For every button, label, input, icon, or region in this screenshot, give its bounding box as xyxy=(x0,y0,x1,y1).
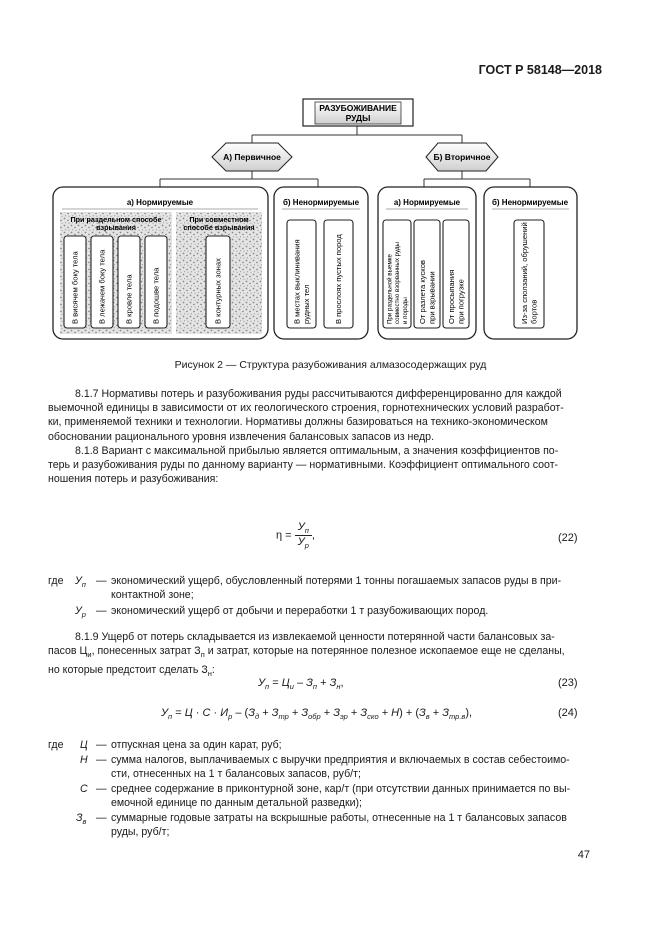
item-separate-extraction-label: совместно взорванных руды xyxy=(394,242,402,324)
paragraph-8-1-7: 8.1.7 Нормативы потерь и разубоживания руды рассчитываются дифференцированно для каждой выемочной единицы в зависимости от их геологического строения, горнотехнических условий разработ- ки, применяемой техники и технологии. Нормативы должны базироваться на технико-экономическом обосновании рационального уровня извлечения балансовых запасов из недр. xyxy=(48,388,564,443)
item-bottom xyxy=(145,236,167,328)
structure-diagram xyxy=(0,0,661,360)
separate-blasting-label-1: При раздельном способе xyxy=(70,215,162,224)
formula-23-number: (23) xyxy=(558,677,578,689)
item-roof-label: В кровле тела xyxy=(124,274,134,324)
item-contour-zones-label: В контурных зонах xyxy=(213,258,223,324)
item-pinch-out-label: В местах выклинивания xyxy=(292,239,302,324)
formula-22-number: (22) xyxy=(558,532,578,544)
primary-normed-title: а) Нормируемые xyxy=(126,198,194,207)
formula-22: η = $\frac{У_п}{У_р}$ , xyxy=(276,521,315,551)
item-waste-interlayers xyxy=(324,220,353,328)
item-fly-rock-label: при взрывании xyxy=(427,271,437,324)
formula-23: $У_п = Ц_и - З_п + З_н$, xyxy=(258,677,344,692)
root-line-1: РАЗУБОЖИВАНИЕ xyxy=(319,103,397,113)
secondary-box xyxy=(426,143,498,171)
item-fly-rock-label: От разлета кусков xyxy=(418,260,428,324)
item-waste-interlayers-label: В прослоях пустых пород xyxy=(334,234,344,324)
item-hanging-wall-label: В висячем боку тела xyxy=(70,251,80,324)
item-hanging-wall xyxy=(64,236,86,328)
paragraph-8-1-8: 8.1.8 Вариант с максимальной прибылью является оптимальным, а значения коэффициентов по- терь и разубоживания руды по данному варианту — нормативными. Коэффициент оптимального соот- ношения потерь и разубоживания: xyxy=(48,445,559,486)
secondary-normed-title: а) Нормируемые xyxy=(393,198,461,207)
separate-blasting-label-2: взрывания xyxy=(96,223,136,232)
standard-header: ГОСТ Р 58148—2018 xyxy=(478,63,602,77)
figure-caption: Рисунок 2 — Структура разубоживания алмазосодержащих руд xyxy=(174,359,487,371)
paragraph-8-1-9: 8.1.9 Ущерб от потерь складывается из извлекаемой ценности потерянной части балансовых за- пасов $Ц_и$, понесенных затрат $З_п$ и затрат, которые на потерянное полезное ископаемое еще не сделаны, но которые предстоит сделать $З_н$: xyxy=(48,631,565,678)
item-spillage-label: при погрузке xyxy=(456,279,466,324)
joint-blasting-label-1: При совместном xyxy=(189,215,249,224)
item-bottom-label: В подошве тела xyxy=(151,267,161,324)
root-line-2: РУДЫ xyxy=(345,113,371,123)
root-box xyxy=(303,99,413,126)
item-pinch-out-label: рудных тел xyxy=(301,284,311,324)
item-footwall-label: В лежачем боку тела xyxy=(97,249,107,324)
secondary-unnormed-title: б) Ненормируемые xyxy=(491,198,569,207)
formula-24: $У_п = Ц \cdot С \cdot И_р - (З_д + З_{тр} + З_{обр} + З_{эр} + З_{ско} + Н) + (З_в + З_{тр.в})$, xyxy=(161,707,473,722)
where-block-1: где $У_п$ — экономический ущерб, обусловленный потерями 1 тонны погашаемых запасов руды в при- контактной зоне; $У_р$ — экономический ущерб от добычи и переработки 1 т разубоживающих пород. xyxy=(48,575,562,620)
item-slope-collapse-label: бортов xyxy=(529,299,539,324)
item-separate-extraction-label: и породы xyxy=(401,297,409,324)
svg-text:Б) Вторичное: Б) Вторичное xyxy=(433,152,491,162)
item-spillage-label: От просыпания xyxy=(447,269,457,324)
primary-unnormed-title: б) Ненормируемые xyxy=(282,198,360,207)
item-slope-collapse xyxy=(514,220,544,328)
svg-text:А) Первичное: А) Первичное xyxy=(223,152,281,162)
joint-blasting-label-2: способе взрывания xyxy=(183,223,255,232)
page-number: 47 xyxy=(577,849,590,861)
formula-24-number: (24) xyxy=(558,707,578,719)
item-contour-zones xyxy=(206,236,230,328)
item-footwall xyxy=(91,236,113,328)
item-roof xyxy=(118,236,140,328)
item-separate-extraction xyxy=(383,220,411,328)
item-separate-extraction-label: При раздельной выемке xyxy=(386,254,394,324)
item-spillage xyxy=(443,220,469,328)
item-slope-collapse-label: Из-за сползаний, обрушений xyxy=(520,222,530,324)
where-block-2: где Ц — отпускная цена за один карат, руб; Н — сумма налогов, выплачиваемых с выручки предприятия и включаемых в состав себестоимо- сти, отнесенных на 1 т балансовых запасов, руб/т; С — среднее содержание в приконтурной зоне, кар/т (при отсутствии данных принимается по вы- емочной единице по данным детальной разведки); $З_в$ — суммарные годовые затраты на вскрышные работы, отнесенные на 1 т балансовых запасов руды, руб/т; xyxy=(48,739,571,838)
item-fly-rock xyxy=(414,220,440,328)
primary-box xyxy=(212,143,292,171)
item-pinch-out xyxy=(287,220,316,328)
